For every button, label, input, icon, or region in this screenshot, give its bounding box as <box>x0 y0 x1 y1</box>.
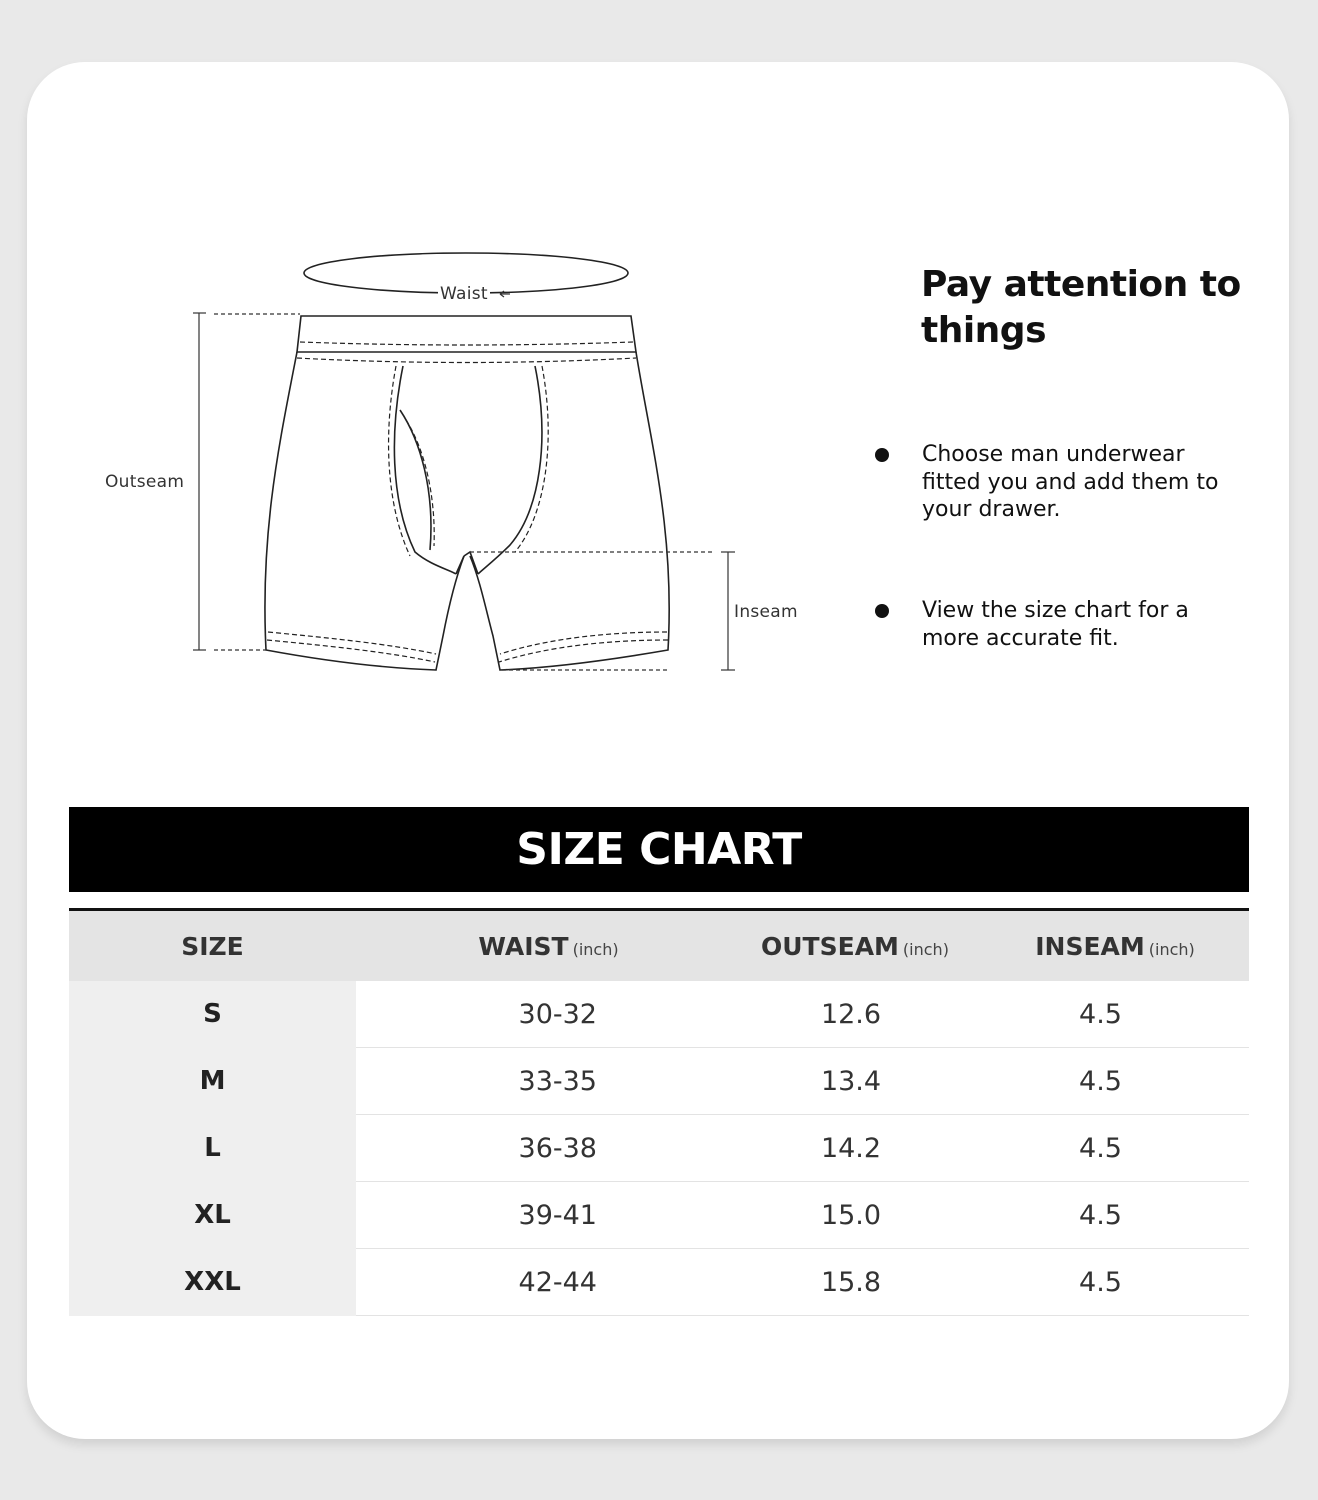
bullet-icon <box>875 604 889 618</box>
table-row <box>69 1115 1249 1182</box>
header-waist <box>356 932 701 961</box>
outseam-value: 13.4 <box>820 1065 882 1097</box>
header-unit: (inch) <box>902 939 949 959</box>
waist-cell: 39-41 <box>356 1182 701 1249</box>
table-row <box>69 1182 1249 1249</box>
waist-cell: 33-35 <box>356 1048 701 1115</box>
header-size <box>69 932 356 961</box>
size-chart-title: SIZE CHART <box>516 824 802 875</box>
measurement-diagram <box>90 240 830 700</box>
header-unit: (inch) <box>572 939 619 959</box>
tips-title: Pay attention to things <box>921 264 1241 351</box>
outseam-value: 15.8 <box>820 1266 882 1298</box>
tip-text: Choose man underwear fitted you and add them to your drawer. <box>922 442 1219 522</box>
header-inseam <box>941 932 1249 961</box>
bullet-icon <box>875 448 889 462</box>
outseam-value: 14.2 <box>820 1132 882 1164</box>
inseam-cell: 4.5 <box>941 1249 1249 1316</box>
outseam-measure-label: Outseam <box>105 472 185 492</box>
size-cell: L <box>69 1115 356 1182</box>
table-row <box>69 981 1249 1048</box>
header-outseam <box>701 931 949 961</box>
inseam-cell: 4.5 <box>941 1182 1249 1249</box>
table-row <box>69 1048 1249 1115</box>
header-label: INSEAM <box>1035 931 1145 961</box>
waist-cell: 36-38 <box>356 1115 701 1182</box>
size-cell: XL <box>69 1182 356 1249</box>
boxer-brief-outline-icon <box>90 240 830 700</box>
inseam-cell: 4.5 <box>941 1115 1249 1182</box>
size-chart-banner <box>69 807 1249 892</box>
outseam-value: 12.6 <box>820 998 882 1030</box>
table-row <box>69 1249 1249 1316</box>
header-label: SIZE <box>181 931 244 961</box>
inseam-measure-label: Inseam <box>734 602 798 622</box>
tip-text: View the size chart for a more accurate fit. <box>922 598 1189 651</box>
header-label: OUTSEAM <box>761 931 899 961</box>
outseam-cell <box>701 981 941 1048</box>
waist-measure-label: Waist <box>440 284 488 304</box>
size-cell: XXL <box>69 1249 356 1316</box>
waist-cell: 30-32 <box>356 981 701 1048</box>
size-cell: M <box>69 1048 356 1115</box>
inseam-cell: 4.5 <box>941 1048 1249 1115</box>
header-label: WAIST <box>478 931 569 961</box>
outseam-cell <box>701 1182 941 1249</box>
outseam-cell <box>701 1048 941 1115</box>
outseam-cell <box>701 1115 941 1182</box>
waist-cell: 42-44 <box>356 1249 701 1316</box>
size-cell: S <box>69 981 356 1048</box>
header-unit: (inch) <box>1148 939 1195 959</box>
outseam-cell <box>701 1249 941 1316</box>
table-header-row <box>69 911 1249 981</box>
outseam-value: 15.0 <box>820 1199 882 1231</box>
inseam-cell: 4.5 <box>941 981 1249 1048</box>
size-chart-table <box>69 908 1249 1316</box>
